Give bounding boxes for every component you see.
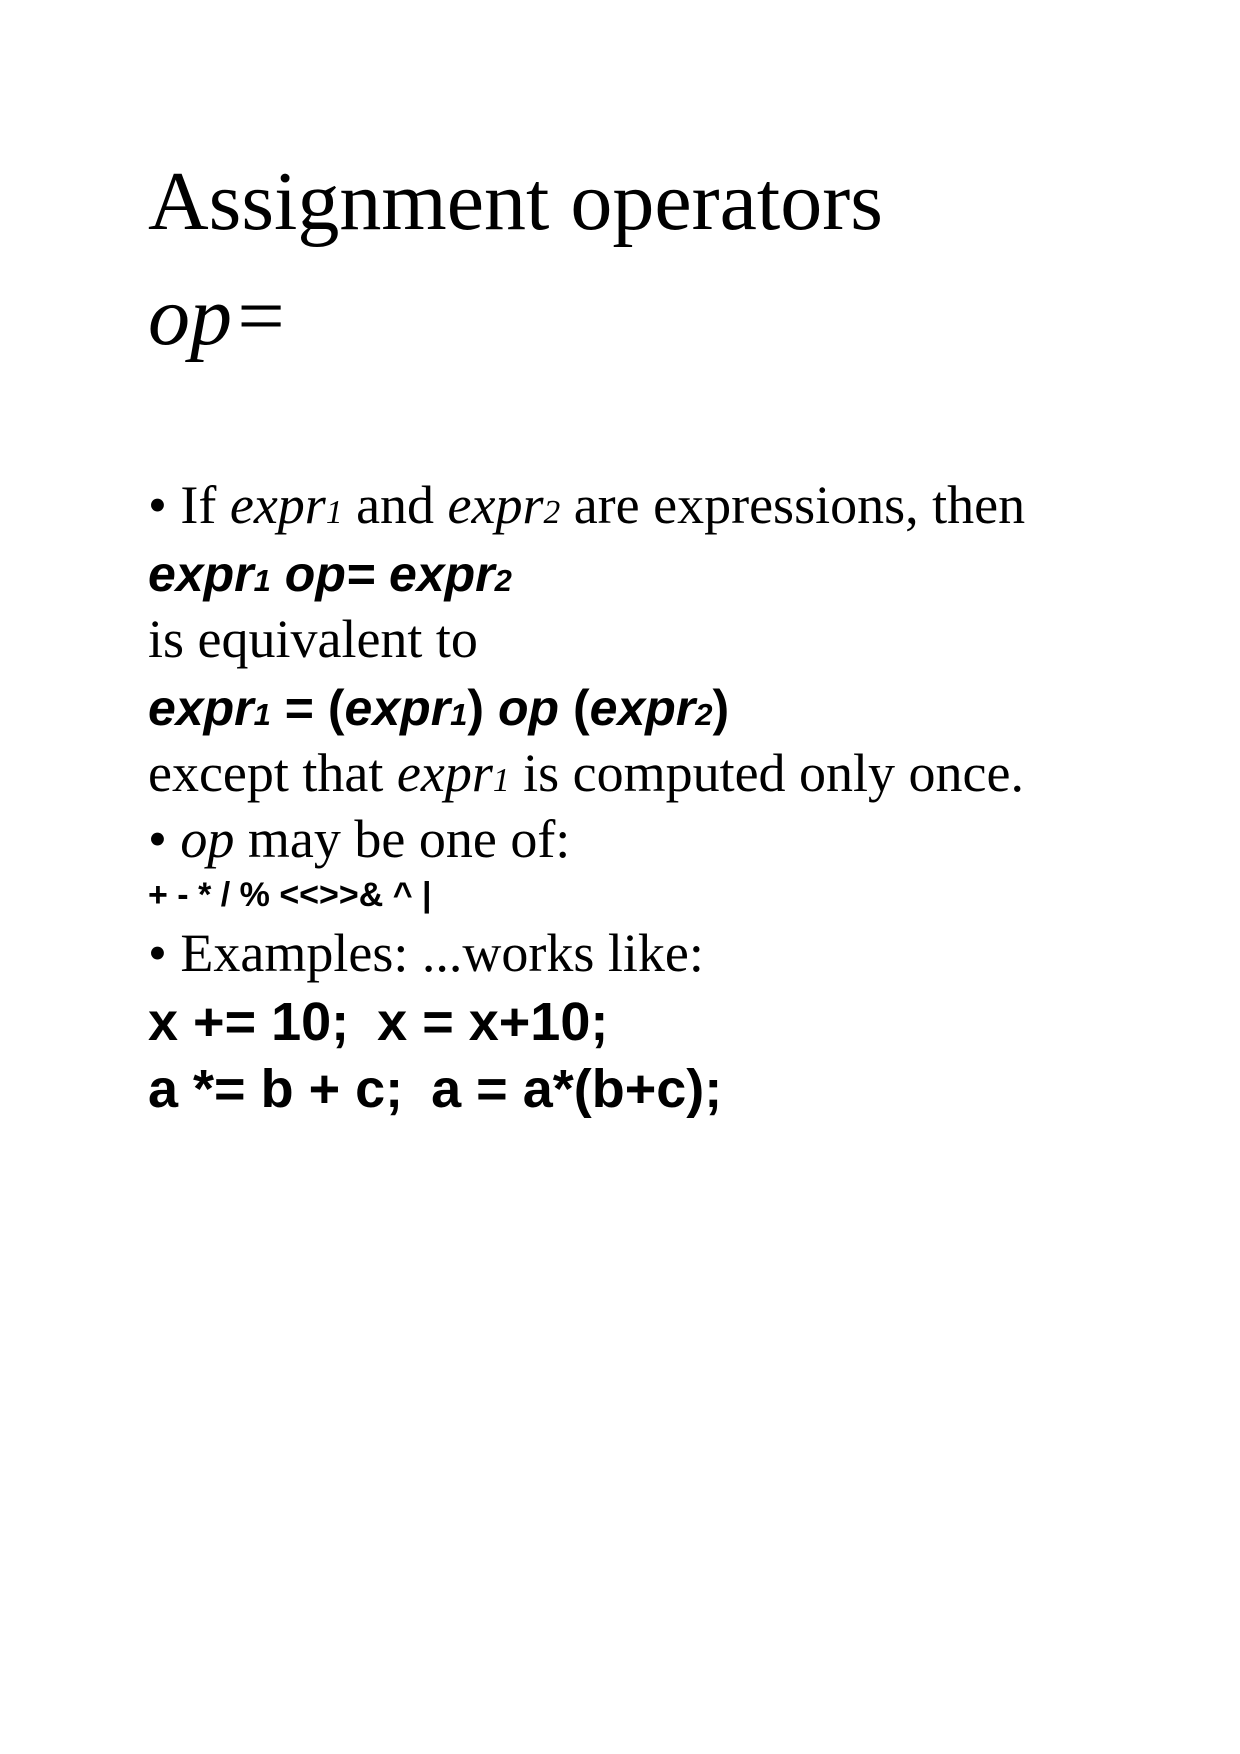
operator-term: op <box>497 680 560 736</box>
expr-term: expr1 <box>229 475 343 535</box>
bullet: • <box>148 923 167 983</box>
syntax-form <box>148 546 512 602</box>
example-code: a *= b + c; <box>148 1059 404 1119</box>
expr-term: expr1 <box>396 743 510 803</box>
bullet: • <box>148 809 167 869</box>
expr-term: expr2 <box>447 475 561 535</box>
expr-term: expr1 <box>148 546 271 602</box>
equivalent-form: expr1 = (expr1) op (expr2) <box>148 680 730 736</box>
text: are expressions, then <box>573 475 1026 535</box>
expr-term: expr1 <box>344 680 468 736</box>
text: and <box>356 475 435 535</box>
expr-term: expr1 <box>148 680 271 736</box>
example-equivalent: x = x+10; <box>377 992 609 1052</box>
bullet-op-list-intro: • op may be one of: <box>148 809 571 869</box>
example-equivalent: a = a*(b+c); <box>431 1059 723 1119</box>
operator-term: op= <box>284 546 376 602</box>
expr-term: expr2 <box>388 546 512 602</box>
example-2 <box>148 1059 723 1119</box>
text: If <box>180 475 217 535</box>
exception-note: except that expr1 is computed only once. <box>148 743 1024 803</box>
operator-list: + - * / % <<>>& ^ | <box>148 876 432 914</box>
bullet-examples: • Examples: ...works like: <box>148 923 704 983</box>
bullet: • <box>148 475 167 535</box>
operator-term: op <box>180 809 235 869</box>
page-title: Assignment operators <box>148 155 883 248</box>
expr-term: expr2 <box>589 680 713 736</box>
example-1 <box>148 992 609 1052</box>
example-code: x += 10; <box>148 992 350 1052</box>
page-subtitle: op= <box>148 270 289 363</box>
equivalence-text: is equivalent to <box>148 609 478 669</box>
bullet-definition <box>148 475 1026 535</box>
